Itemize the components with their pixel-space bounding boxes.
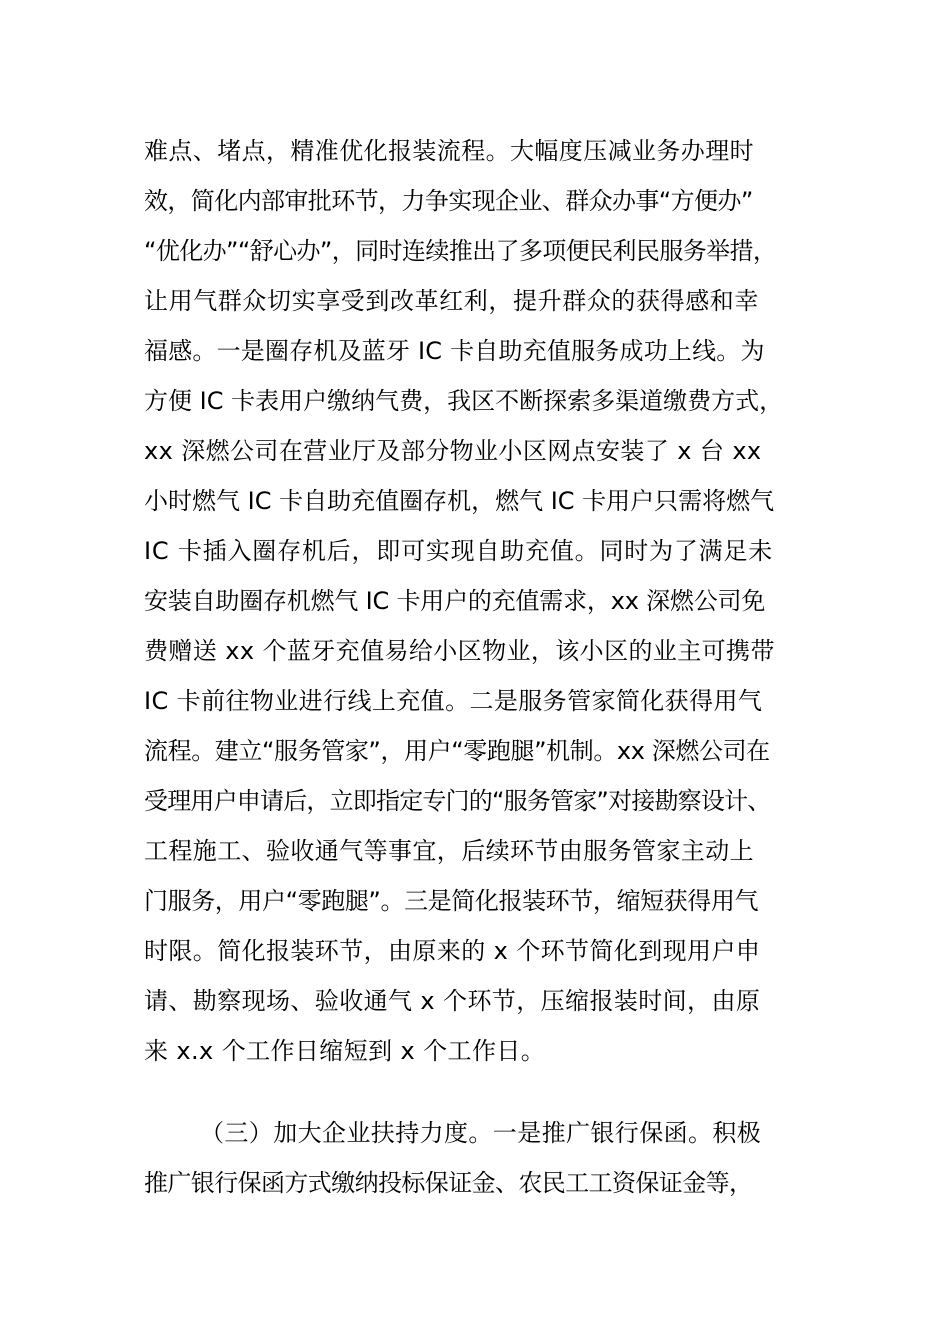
paragraph-body	[144, 126, 824, 1076]
text-line: 让用气群众切实享受到改革红利，提升群众的获得感和幸	[144, 287, 759, 315]
text-line: 福感。一是圈存机及蓝牙 IC 卡自助充值服务成功上线。为	[144, 337, 765, 365]
text-line: 工程施工、验收通气等事宜，后续环节由服务管家主动上	[144, 837, 754, 865]
text-line: 小时燃气 IC 卡自助充值圈存机，燃气 IC 卡用户只需将燃气	[144, 487, 775, 515]
text-line: xx 深燃公司在营业厅及部分物业小区网点安装了 x 台 xx	[144, 437, 762, 465]
text-line: “优化办”“舒心办”，同时连续推出了多项便民利民服务举措，	[144, 237, 777, 265]
text-line: （三）加大企业扶持力度。一是推广银行保函。积极	[200, 1119, 762, 1147]
text-line: 难点、堵点，精准优化报装流程。大幅度压减业务办理时	[144, 137, 754, 165]
text-line: 请、勘察现场、验收通气 x 个环节，压缩报装时间，由原	[144, 987, 761, 1015]
text-line: 推广银行保函方式缴纳投标保证金、农民工工资保证金等，	[144, 1169, 753, 1197]
text-line: 受理用户申请后，立即指定专门的“服务管家”对接勘察设计、	[144, 787, 771, 815]
text-line: 门服务，用户“零跑腿”。三是简化报装环节，缩短获得用气	[144, 887, 759, 915]
text-line: 流程。建立“服务管家”，用户“零跑腿”机制。xx 深燃公司在	[144, 737, 770, 765]
text-line: 费赠送 xx 个蓝牙充值易给小区物业，该小区的业主可携带	[144, 637, 775, 665]
paragraph-body	[144, 1108, 824, 1208]
text-line: IC 卡前往物业进行线上充值。二是服务管家简化获得用气	[144, 687, 763, 715]
text-line: 方便 IC 卡表用户缴纳气费，我区不断探索多渠道缴费方式，	[144, 387, 784, 415]
text-line: 来 x.x 个工作日缩短到 x 个工作日。	[144, 1037, 546, 1065]
text-line: 时限。简化报装环节，由原来的 x 个环节简化到现用户申	[144, 937, 761, 965]
text-line: 安装自助圈存机燃气 IC 卡用户的充值需求，xx 深燃公司免	[144, 587, 766, 615]
text-line: IC 卡插入圈存机后，即可实现自助充值。同时为了满足未	[144, 537, 774, 565]
text-line: 效，简化内部审批环节，力争实现企业、群众办事“方便办”	[144, 187, 753, 215]
